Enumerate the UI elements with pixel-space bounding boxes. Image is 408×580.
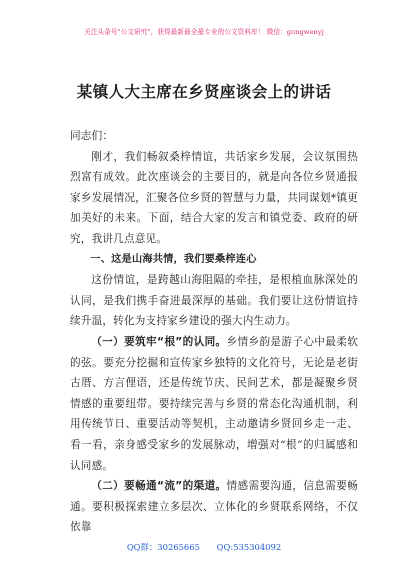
section-1-paragraph: 这份情谊，是跨越山海阻隔的牵挂，是根植血脉深处的认同，是我们携手奋进最深厚的基础。我们要让这份情谊持续升温，转化为支持家乡建设的强大内生动力。	[70, 274, 358, 328]
subsection-heading-1: （一）要筑牢“根”的认同。	[91, 335, 227, 348]
footer-contact-note: QQ群：30265665 QQ:535304092	[126, 542, 282, 552]
subsection-1-text: 乡情乡韵是游子心中最柔软的弦。要充分挖掘和宣传家乡独特的文化符号，无论是老街古厝、方言俚语，还是传统节庆、民间艺术，都是凝聚乡贤情感的重要纽带。要持续完善与乡贤的常态化沟通机制，利用传统节日、重要活动等契机，主动邀请乡贤回乡走一走、看一看，亲身感受家乡的发展脉动，增强对“根”的归属感和认同感。	[70, 335, 358, 472]
document-title: 某镇人大主席在乡贤座谈会上的讲话	[76, 82, 332, 101]
subsection-2-text: 情感需要沟通，信息需要畅通。要积极探索建立多层次、立体化的乡贤联系网络，不仅依靠	[70, 480, 358, 534]
header-promo-note: 关注头条号"公文研究"，获得最新最全最专业的公文资料库！ 微信：gongwenyj	[84, 28, 324, 36]
subsection-2-paragraph	[70, 476, 358, 538]
intro-paragraph: 刚才，我们畅叙桑梓情谊，共话家乡发展，会议氛围热烈富有成效。此次座谈会的主要目的，就是向各位乡贤通报家乡发展情况，汇聚各位乡贤的智慧与力量，共同谋划*镇更加美好的未来。下面，结合大家的发言和镇党委、政府的研究，我讲几点意见。	[70, 150, 358, 245]
document-body	[70, 126, 358, 538]
subsection-heading-2: （二）要畅通“流”的渠道。	[91, 480, 227, 493]
salutation: 同志们：	[70, 130, 114, 142]
section-heading-1: 一、这是山海共情，我们要桑梓连心	[90, 253, 257, 265]
subsection-1-paragraph	[70, 332, 358, 476]
